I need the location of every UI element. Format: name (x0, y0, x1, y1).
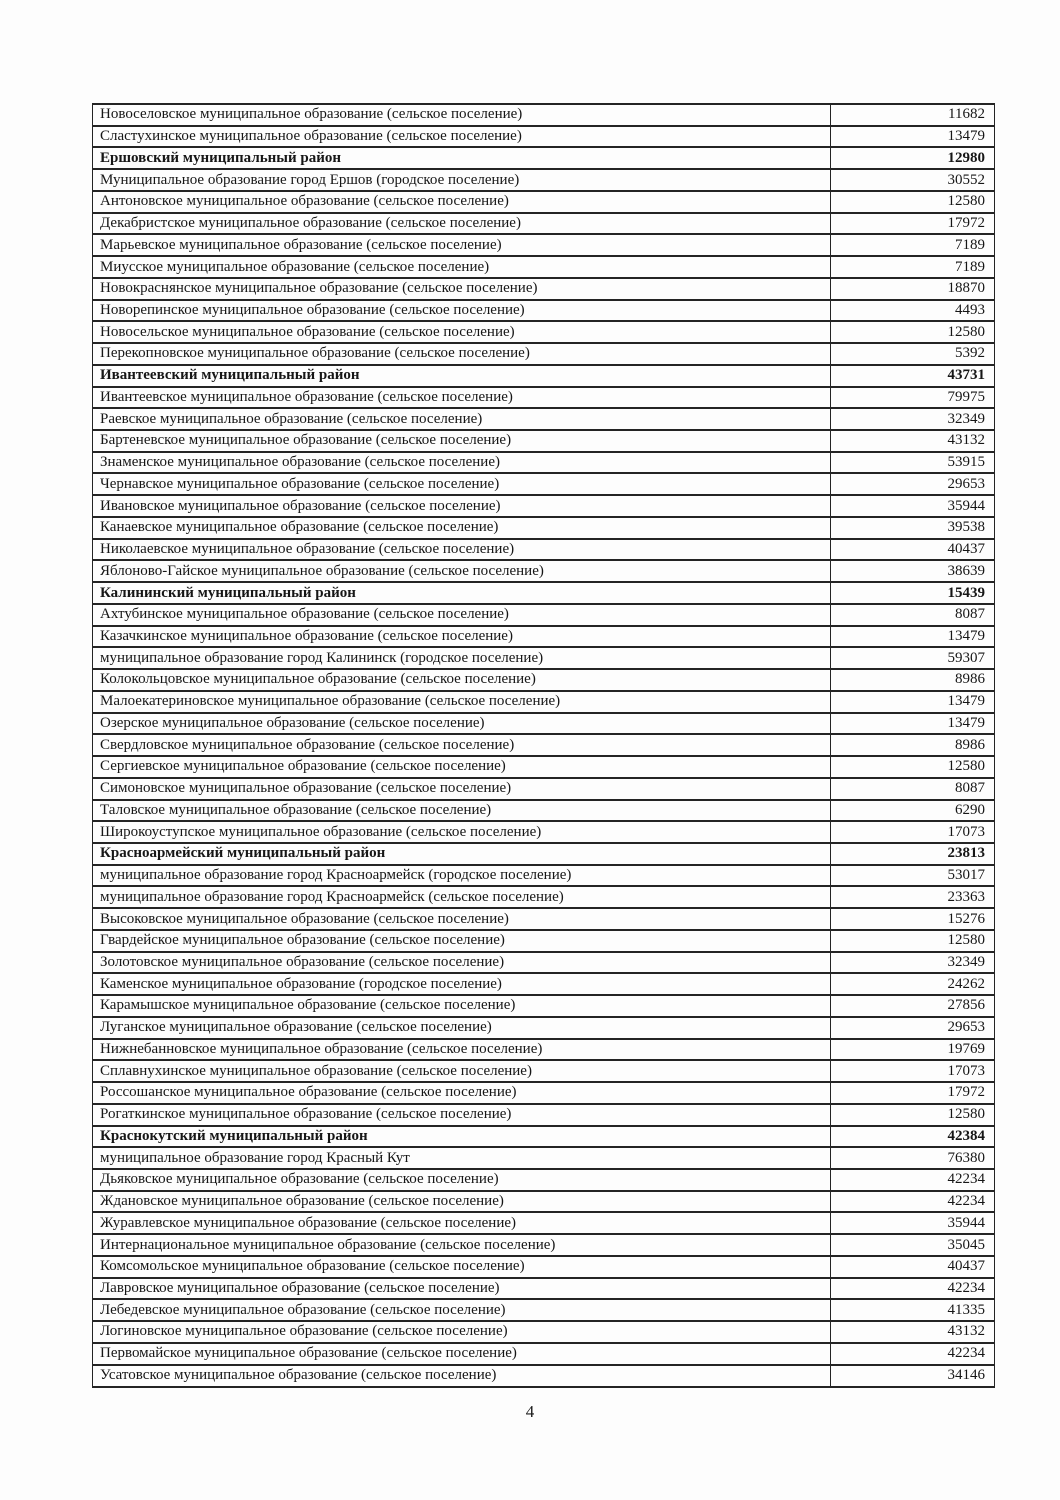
municipality-name-cell: Журавлевское муниципальное образование (сельское поселение) (93, 1212, 831, 1234)
municipality-name-cell: Новокраснянское муниципальное образование (сельское поселение) (93, 278, 831, 300)
municipality-name-cell: Комсомольское муниципальное образование (сельское поселение) (93, 1256, 831, 1278)
municipality-name-cell: Интернациональное муниципальное образование (сельское поселение) (93, 1234, 831, 1256)
table-row (93, 104, 995, 126)
municipality-name-cell: Таловское муниципальное образование (сельское поселение) (93, 800, 831, 822)
table-row (93, 234, 995, 256)
value-cell: 8087 (831, 778, 995, 800)
value-cell: 23363 (831, 886, 995, 908)
municipality-name-cell: Каменское муниципальное образование (городское поселение) (93, 973, 831, 995)
municipality-name-cell: Ершовский муниципальный район (93, 147, 831, 169)
table-row (93, 756, 995, 778)
value-cell: 40437 (831, 1256, 995, 1278)
value-cell: 59307 (831, 647, 995, 669)
value-cell: 30552 (831, 169, 995, 191)
table-row (93, 713, 995, 735)
municipality-name-cell: Марьевское муниципальное образование (сельское поселение) (93, 234, 831, 256)
value-cell: 15276 (831, 908, 995, 930)
value-cell: 42234 (831, 1169, 995, 1191)
value-cell: 43132 (831, 430, 995, 452)
table-row (93, 1147, 995, 1169)
municipality-name-cell: Николаевское муниципальное образование (сельское поселение) (93, 539, 831, 561)
value-cell: 42234 (831, 1343, 995, 1365)
municipality-name-cell: Дьяковское муниципальное образование (сельское поселение) (93, 1169, 831, 1191)
municipality-name-cell: муниципальное образование город Красноармейск (сельское поселение) (93, 886, 831, 908)
value-cell: 8986 (831, 669, 995, 691)
value-cell: 24262 (831, 973, 995, 995)
value-cell: 17972 (831, 1082, 995, 1104)
value-cell: 29653 (831, 1017, 995, 1039)
table-row (93, 952, 995, 974)
municipality-name-cell: Раевское муниципальное образование (сельское поселение) (93, 408, 831, 430)
table-row (93, 843, 995, 865)
table-row (93, 147, 995, 169)
value-cell: 35944 (831, 495, 995, 517)
value-cell: 17073 (831, 1060, 995, 1082)
municipality-name-cell: Симоновское муниципальное образование (сельское поселение) (93, 778, 831, 800)
value-cell: 53017 (831, 865, 995, 887)
municipality-name-cell: Яблоново-Гайское муниципальное образование (сельское поселение) (93, 560, 831, 582)
municipality-name-cell: Колокольцовское муниципальное образование (сельское поселение) (93, 669, 831, 691)
table-row (93, 539, 995, 561)
table-row (93, 213, 995, 235)
municipality-name-cell: Гвардейское муниципальное образование (сельское поселение) (93, 930, 831, 952)
value-cell: 5392 (831, 343, 995, 365)
table-row (93, 821, 995, 843)
municipality-name-cell: Перекопновское муниципальное образование (сельское поселение) (93, 343, 831, 365)
table-row (93, 778, 995, 800)
table-row (93, 1212, 995, 1234)
value-cell: 32349 (831, 408, 995, 430)
municipality-name-cell: Сплавнухинское муниципальное образование (сельское поселение) (93, 1060, 831, 1082)
table-row (93, 1256, 995, 1278)
table-row (93, 387, 995, 409)
municipality-name-cell: Декабристское муниципальное образование (сельское поселение) (93, 213, 831, 235)
table-row (93, 582, 995, 604)
table-row (93, 1299, 995, 1321)
value-cell: 13479 (831, 713, 995, 735)
value-cell: 42234 (831, 1191, 995, 1213)
municipality-name-cell: Первомайское муниципальное образование (сельское поселение) (93, 1343, 831, 1365)
municipality-name-cell: Калининский муниципальный район (93, 582, 831, 604)
table-row (93, 191, 995, 213)
table-row (93, 800, 995, 822)
municipality-name-cell: Карамышское муниципальное образование (сельское поселение) (93, 995, 831, 1017)
municipalities-table (92, 103, 995, 1388)
value-cell: 34146 (831, 1365, 995, 1387)
value-cell: 35045 (831, 1234, 995, 1256)
value-cell: 38639 (831, 560, 995, 582)
municipality-name-cell: муниципальное образование город Калининск (городское поселение) (93, 647, 831, 669)
value-cell: 17073 (831, 821, 995, 843)
municipality-name-cell: Сергиевское муниципальное образование (сельское поселение) (93, 756, 831, 778)
value-cell: 42384 (831, 1126, 995, 1148)
value-cell: 8986 (831, 734, 995, 756)
municipality-name-cell: Антоновское муниципальное образование (сельское поселение) (93, 191, 831, 213)
municipality-name-cell: Казачкинское муниципальное образование (сельское поселение) (93, 626, 831, 648)
table-row (93, 604, 995, 626)
table-row (93, 734, 995, 756)
value-cell: 12580 (831, 1104, 995, 1126)
table-row (93, 626, 995, 648)
municipality-name-cell: Усатовское муниципальное образование (сельское поселение) (93, 1365, 831, 1387)
value-cell: 12580 (831, 930, 995, 952)
municipality-name-cell: Высоковское муниципальное образование (сельское поселение) (93, 908, 831, 930)
table-row (93, 1321, 995, 1343)
table-row (93, 321, 995, 343)
municipality-name-cell: Лебедевское муниципальное образование (сельское поселение) (93, 1299, 831, 1321)
municipality-name-cell: Миусское муниципальное образование (сельское поселение) (93, 256, 831, 278)
table-body (93, 104, 995, 1387)
municipality-name-cell: Знаменское муниципальное образование (сельское поселение) (93, 452, 831, 474)
table-row (93, 908, 995, 930)
value-cell: 4493 (831, 300, 995, 322)
table-row (93, 278, 995, 300)
value-cell: 29653 (831, 473, 995, 495)
value-cell: 11682 (831, 104, 995, 126)
municipality-name-cell: Бартеневское муниципальное образование (сельское поселение) (93, 430, 831, 452)
municipality-name-cell: Муниципальное образование город Ершов (городское поселение) (93, 169, 831, 191)
table-row (93, 1060, 995, 1082)
municipality-name-cell: муниципальное образование город Красный Кут (93, 1147, 831, 1169)
municipality-name-cell: Чернавское муниципальное образование (сельское поселение) (93, 473, 831, 495)
municipality-name-cell: Ахтубинское муниципальное образование (сельское поселение) (93, 604, 831, 626)
municipality-name-cell: Свердловское муниципальное образование (сельское поселение) (93, 734, 831, 756)
municipality-name-cell: Красноармейский муниципальный район (93, 843, 831, 865)
municipality-name-cell: Сластухинское муниципальное образование (сельское поселение) (93, 126, 831, 148)
table-row (93, 1082, 995, 1104)
table-row (93, 1126, 995, 1148)
table-row (93, 865, 995, 887)
value-cell: 17972 (831, 213, 995, 235)
municipality-name-cell: Луганское муниципальное образование (сельское поселение) (93, 1017, 831, 1039)
municipality-name-cell: Широкоуступское муниципальное образование (сельское поселение) (93, 821, 831, 843)
value-cell: 43731 (831, 365, 995, 387)
table-row (93, 1343, 995, 1365)
value-cell: 19769 (831, 1039, 995, 1061)
municipality-name-cell: Новорепинское муниципальное образование (сельское поселение) (93, 300, 831, 322)
table-row (93, 930, 995, 952)
value-cell: 32349 (831, 952, 995, 974)
table-row (93, 886, 995, 908)
table-row (93, 1278, 995, 1300)
municipality-name-cell: Краснокутский муниципальный район (93, 1126, 831, 1148)
table-row (93, 408, 995, 430)
municipality-name-cell: Малоекатериновское муниципальное образование (сельское поселение) (93, 691, 831, 713)
value-cell: 18870 (831, 278, 995, 300)
value-cell: 42234 (831, 1278, 995, 1300)
value-cell: 6290 (831, 800, 995, 822)
value-cell: 13479 (831, 126, 995, 148)
value-cell: 12580 (831, 191, 995, 213)
value-cell: 12580 (831, 321, 995, 343)
municipality-name-cell: Озерское муниципальное образование (сельское поселение) (93, 713, 831, 735)
value-cell: 12980 (831, 147, 995, 169)
table-row (93, 669, 995, 691)
municipality-name-cell: Лавровское муниципальное образование (сельское поселение) (93, 1278, 831, 1300)
value-cell: 12580 (831, 756, 995, 778)
value-cell: 13479 (831, 626, 995, 648)
value-cell: 27856 (831, 995, 995, 1017)
table-row (93, 1169, 995, 1191)
value-cell: 8087 (831, 604, 995, 626)
table-row (93, 1017, 995, 1039)
table-row (93, 126, 995, 148)
table-row (93, 495, 995, 517)
municipality-name-cell: Ждановское муниципальное образование (сельское поселение) (93, 1191, 831, 1213)
value-cell: 23813 (831, 843, 995, 865)
municipality-name-cell: Новоселовское муниципальное образование (сельское поселение) (93, 104, 831, 126)
table-row (93, 995, 995, 1017)
table-row (93, 1191, 995, 1213)
table-row (93, 973, 995, 995)
table-row (93, 256, 995, 278)
table-row (93, 473, 995, 495)
table-row (93, 430, 995, 452)
value-cell: 7189 (831, 234, 995, 256)
municipality-name-cell: Новосельское муниципальное образование (сельское поселение) (93, 321, 831, 343)
municipality-name-cell: Ивановское муниципальное образование (сельское поселение) (93, 495, 831, 517)
table-row (93, 300, 995, 322)
municipality-name-cell: Нижнебанновское муниципальное образование (сельское поселение) (93, 1039, 831, 1061)
table-row (93, 517, 995, 539)
municipality-name-cell: Ивантеевский муниципальный район (93, 365, 831, 387)
page-number: 4 (525, 1402, 535, 1421)
value-cell: 15439 (831, 582, 995, 604)
value-cell: 43132 (831, 1321, 995, 1343)
value-cell: 13479 (831, 691, 995, 713)
table-row (93, 452, 995, 474)
table-row (93, 365, 995, 387)
municipality-name-cell: Канаевское муниципальное образование (сельское поселение) (93, 517, 831, 539)
table-row (93, 169, 995, 191)
municipality-name-cell: Россошанское муниципальное образование (сельское поселение) (93, 1082, 831, 1104)
table-row (93, 1365, 995, 1387)
municipality-name-cell: Логиновское муниципальное образование (сельское поселение) (93, 1321, 831, 1343)
table-row (93, 647, 995, 669)
value-cell: 7189 (831, 256, 995, 278)
municipality-name-cell: Ивантеевское муниципальное образование (сельское поселение) (93, 387, 831, 409)
value-cell: 40437 (831, 539, 995, 561)
table-row (93, 1234, 995, 1256)
table-row (93, 560, 995, 582)
municipality-name-cell: муниципальное образование город Красноармейск (городское поселение) (93, 865, 831, 887)
table-row (93, 343, 995, 365)
municipality-name-cell: Золотовское муниципальное образование (сельское поселение) (93, 952, 831, 974)
value-cell: 53915 (831, 452, 995, 474)
municipality-name-cell: Рогаткинское муниципальное образование (сельское поселение) (93, 1104, 831, 1126)
value-cell: 35944 (831, 1212, 995, 1234)
value-cell: 39538 (831, 517, 995, 539)
value-cell: 79975 (831, 387, 995, 409)
table-row (93, 691, 995, 713)
value-cell: 76380 (831, 1147, 995, 1169)
table-row (93, 1039, 995, 1061)
value-cell: 41335 (831, 1299, 995, 1321)
table-row (93, 1104, 995, 1126)
